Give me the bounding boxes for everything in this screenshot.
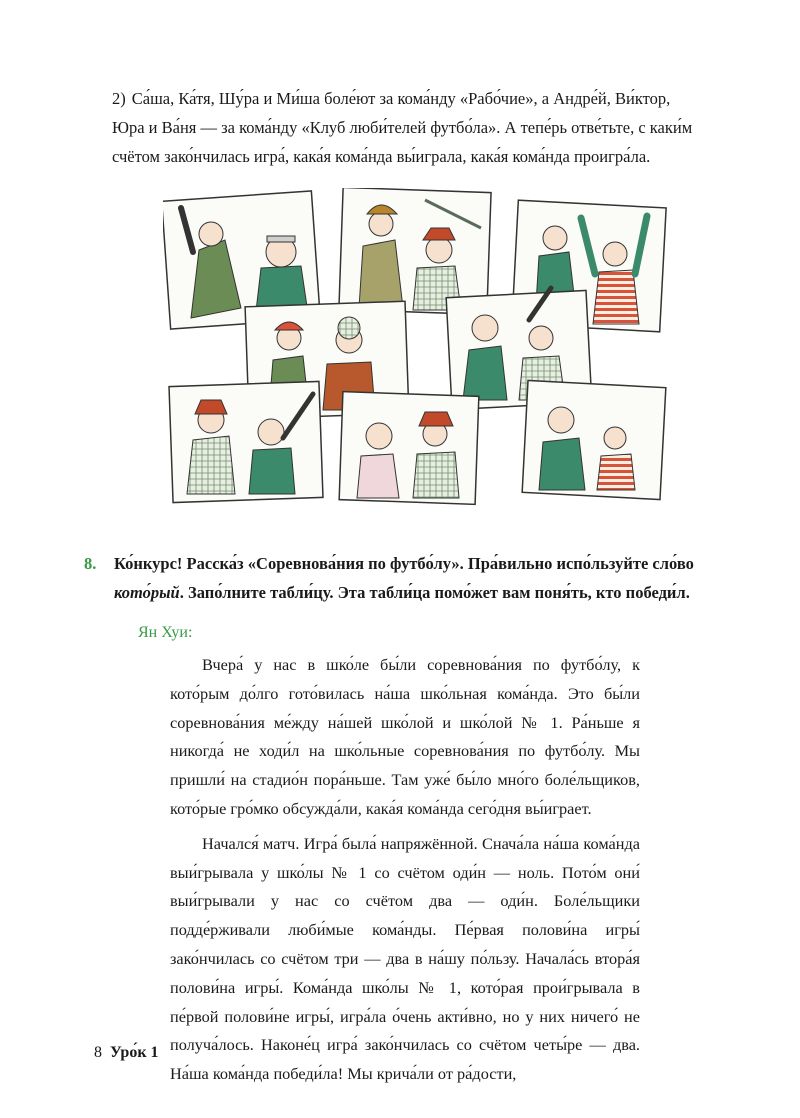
- task-8-keyword: кото́рый: [114, 583, 180, 602]
- story-speaker: Ян Хуи:: [138, 624, 193, 641]
- story-text: [170, 651, 640, 1089]
- fan-panel-6: [169, 381, 323, 502]
- exercise-2-number: 2): [112, 89, 126, 108]
- exercise-2-text: Са́ша, Ка́тя, Шу́ра и Ми́ша боле́ют за кома́нду «Рабо́чие», а Андре́й, Ви́ктор, Юра и Ва́ня — за кома́нду «Клуб люби́телей футбо́ла». А тепе́рь отве́тьте, с каки́м счётом зако́нчилась игра́, кака́я кома́нда вы́играла, кака́я кома́нда проигра́ла.: [112, 89, 693, 166]
- task-8-text-part1: Ко́нкурс! Расска́з «Соревнова́ния по футбо́лу». Пра́вильно испо́льзуйте сло́во: [114, 554, 694, 573]
- football-fans-illustration: [163, 188, 668, 508]
- fan-panel-7: [339, 392, 479, 505]
- page-number: 8: [94, 1044, 102, 1061]
- task-8: [84, 549, 704, 607]
- fan-panel-2: [339, 188, 491, 315]
- task-8-instructions: [114, 549, 704, 607]
- story-paragraph-1: Вчера́ у нас в шко́ле бы́ли соревнова́ния по футбо́лу, к кото́рым до́лго гото́вилась на́ша шко́льная кома́нда. Это бы́ли соревнова́ния ме́жду на́шей шко́лой и шко́лой № 1. Ра́ньше я никогда́ не ходи́л на шко́льные соревнова́ния по футбо́лу. Мы пришли́ на стадио́н пора́ньше. Там уже́ бы́ло мно́го боле́льщиков, кото́рые гро́мко обсужда́ли, кака́я кома́нда сего́дня вы́играет.: [170, 655, 640, 818]
- fan-panel-8: [522, 380, 666, 499]
- task-8-number: 8.: [84, 554, 97, 573]
- task-8-text-part2: . Запо́лните табли́цу. Эта табли́ца помо́жет вам поня́ть, кто победи́л.: [179, 583, 690, 602]
- page-footer: [94, 1044, 159, 1062]
- lesson-label: Уро́к 1: [110, 1044, 159, 1061]
- exercise-2-paragraph: [112, 84, 702, 171]
- story-paragraph-2: Начался́ матч. Игра́ была́ напряжённой. Снача́ла на́ша кома́нда выи́грывала у шко́лы № 1 со счётом оди́н — ноль. Пото́м они́ выи́грывали у нас со счётом два — оди́н. Боле́льщики подде́рживали люби́мые кома́нды. Пе́рвая полови́на игры́ зако́нчилась со счётом три — два в на́шу по́льзу. Начала́сь втора́я полови́на игры́. Кома́нда шко́лы № 1, кото́рая прои́грывала в пе́рвой полови́не игры́, игра́ла о́чень акти́вно, но у них ничего́ не получа́лось. Наконе́ц игра́ зако́нчилась со счётом четы́ре — два. На́ша кома́нда победи́ла! Мы крича́ли от ра́дости,: [170, 833, 640, 1084]
